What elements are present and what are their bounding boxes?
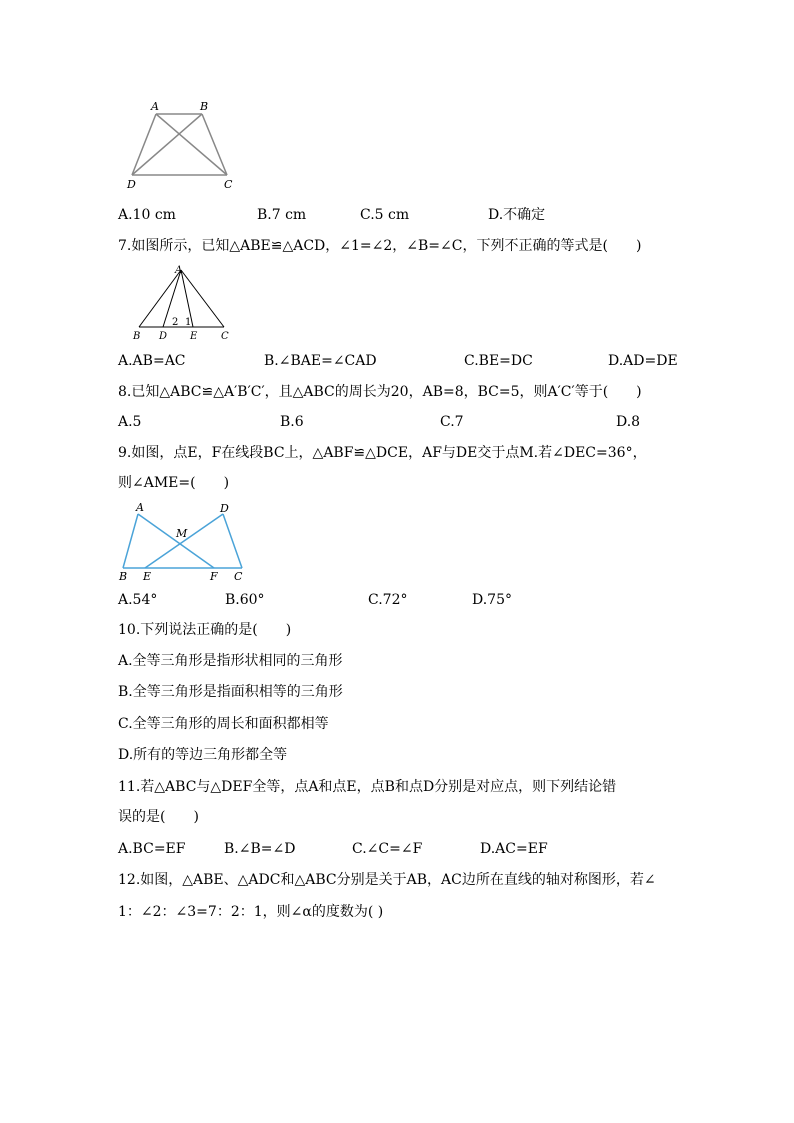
q10-stem: 10.下列说法正确的是( ): [118, 622, 292, 638]
q7-option-c: C.BE=DC: [464, 353, 533, 369]
q8-stem: 8.已知△ABC≌△A′B′C′，且△ABC的周长为20，AB=8，BC=5，则A′C′等于( ): [118, 384, 642, 400]
vertex-label-c: C: [221, 331, 229, 342]
q9-option-d: D.75°: [472, 592, 512, 608]
q6-option-b: B.7 cm: [257, 207, 307, 223]
segment-dc: [223, 514, 242, 568]
vertex-label-d: D: [127, 178, 136, 191]
q11-option-c: C.∠C=∠F: [352, 841, 423, 857]
q12-stem-line1: 12.如图，△ABE、△ADC和△ABC分别是关于AB，AC边所在直线的轴对称图形，若∠: [118, 872, 656, 888]
q10-option-c: C.全等三角形的周长和面积都相等: [118, 716, 329, 732]
segment-af: [138, 514, 214, 568]
vertex-label-f: F: [210, 570, 218, 583]
q10-option-b: B.全等三角形是指面积相等的三角形: [118, 684, 343, 700]
q6-option-a: A.10 cm: [118, 207, 176, 223]
segment-ad: [132, 114, 156, 175]
q9-option-c: C.72°: [368, 592, 408, 608]
q6-option-d: D.不确定: [488, 207, 546, 223]
vertex-label-a: A: [136, 501, 144, 514]
q9-option-a: A.54°: [118, 592, 158, 608]
vertex-label-c: C: [224, 178, 233, 191]
q6-option-c: C.5 cm: [360, 207, 410, 223]
q9-stem-line2: 则∠AME=( ): [118, 475, 230, 491]
q8-option-d: D.8: [616, 414, 641, 430]
vertex-label-b: B: [119, 570, 128, 583]
trapezoid-figure: [120, 96, 250, 192]
segment-de: [145, 514, 223, 568]
q8-option-c: C.7: [440, 414, 464, 430]
q7-stem: 7.如图所示，已知△ABE≌△ACD，∠1=∠2，∠B=∠C，下列不正确的等式是( ): [118, 238, 642, 254]
vertex-label-e: E: [190, 331, 198, 342]
vertex-label-a: A: [175, 265, 183, 276]
vertex-label-d: D: [159, 331, 168, 342]
q9-stem-line1: 9.如图，点E，F在线段BC上，△ABF≌△DCE，AF与DE交于点M.若∠DEC=36°，: [118, 445, 647, 461]
vertex-label-b: B: [133, 331, 141, 342]
segment-bc: [202, 114, 227, 175]
triangle-figure-q7: [130, 263, 240, 343]
q11-option-a: A.BC=EF: [118, 841, 186, 857]
triangle-figure-q9: [116, 500, 252, 584]
vertex-label-d: D: [220, 502, 229, 515]
vertex-label-e: E: [143, 570, 152, 583]
q9-option-b: B.60°: [225, 592, 265, 608]
point-label-m: M: [176, 527, 188, 540]
vertex-label-a: A: [151, 100, 159, 113]
q7-option-b: B.∠BAE=∠CAD: [264, 353, 377, 369]
vertex-label-b: B: [200, 100, 209, 113]
q8-option-a: A.5: [118, 414, 142, 430]
angle-label-2: 2: [172, 317, 179, 328]
q11-option-b: B.∠B=∠D: [224, 841, 296, 857]
q11-stem-line1: 11.若△ABC与△DEF全等，点A和点E，点B和点D分别是对应点，则下列结论错: [118, 779, 617, 795]
q10-option-d: D.所有的等边三角形都全等: [118, 747, 288, 763]
q11-stem-line2: 误的是( ): [118, 809, 199, 825]
vertex-label-c: C: [234, 570, 243, 583]
q11-option-d: D.AC=EF: [480, 841, 548, 857]
q7-option-d: D.AD=DE: [608, 353, 678, 369]
q7-option-a: A.AB=AC: [118, 353, 186, 369]
q12-stem-line2: 1：∠2：∠3=7：2：1，则∠α的度数为( ): [118, 904, 384, 920]
q8-option-b: B.6: [280, 414, 304, 430]
segment-ab: [123, 514, 138, 568]
q10-option-a: A.全等三角形是指形状相同的三角形: [118, 653, 343, 669]
angle-label-1: 1: [185, 317, 192, 328]
